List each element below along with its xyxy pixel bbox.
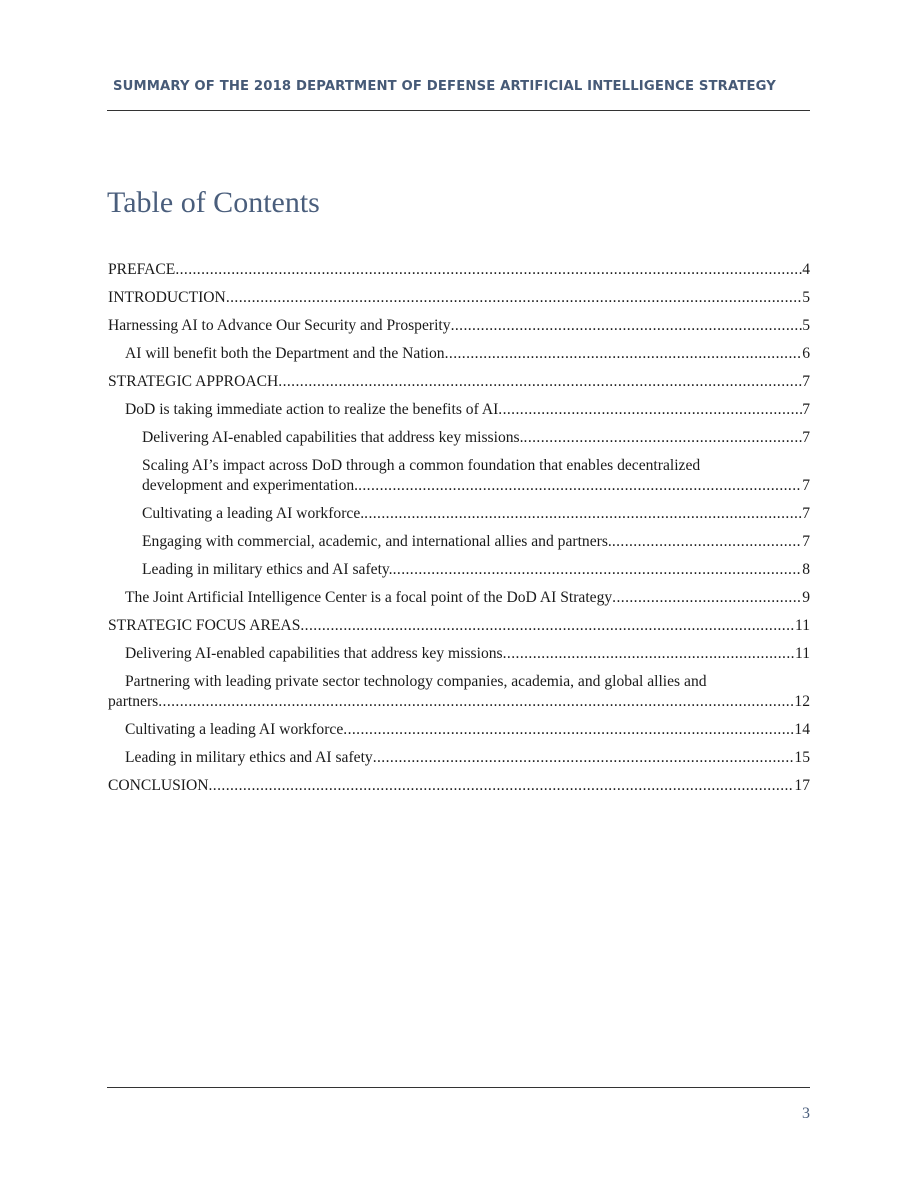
header-rule xyxy=(107,110,810,111)
toc-entry-cultivating-workforce[interactable] xyxy=(108,504,810,524)
dot-leader xyxy=(175,260,802,280)
toc-entry-text: Delivering AI-enabled capabilities that address key missions xyxy=(125,645,503,662)
dot-leader xyxy=(158,692,794,712)
toc-entry-text-line2: partners xyxy=(108,693,159,710)
dot-leader xyxy=(226,288,802,308)
toc-entry-text: Engaging with commercial, academic, and international allies and partners. xyxy=(142,533,612,550)
toc-entry-text: Delivering AI-enabled capabilities that address key missions. xyxy=(142,429,524,446)
toc-entry-page: 11 xyxy=(794,645,810,662)
toc-entry-text: The Joint Artificial Intelligence Center is a focal point of the DoD AI Strategy xyxy=(125,589,613,606)
toc-entry-strategic-focus-areas[interactable] xyxy=(108,616,810,636)
toc-entry-text: Cultivating a leading AI workforce xyxy=(125,721,344,738)
dot-leader xyxy=(503,644,795,664)
toc-entry-page: 4 xyxy=(802,261,810,278)
toc-entry-text: INTRODUCTION xyxy=(108,289,226,306)
toc-entry-page: 9 xyxy=(802,589,810,606)
dot-leader xyxy=(612,588,802,608)
page-number: 3 xyxy=(802,1105,810,1122)
toc-entry-jaic[interactable] xyxy=(108,588,810,608)
table-of-contents xyxy=(108,260,810,804)
footer-rule xyxy=(107,1087,810,1088)
dot-leader xyxy=(343,720,794,740)
toc-entry-text: Leading in military ethics and AI safety. xyxy=(142,561,393,578)
dot-leader xyxy=(451,316,803,336)
running-header: SUMMARY OF THE 2018 DEPARTMENT OF DEFENSE ARTIFICIAL INTELLIGENCE STRATEGY xyxy=(113,79,777,94)
dot-leader xyxy=(393,560,803,580)
toc-entry-text: CONCLUSION xyxy=(108,777,209,794)
dot-leader xyxy=(358,476,802,496)
toc-entry-page: 7 xyxy=(802,505,810,522)
toc-entry-page: 7 xyxy=(802,373,810,390)
dot-leader xyxy=(612,532,802,552)
toc-entry-page: 17 xyxy=(794,777,810,794)
toc-entry-strategic-approach[interactable] xyxy=(108,372,810,392)
toc-entry-leading-ethics[interactable] xyxy=(108,748,810,768)
toc-entry-engaging-partners[interactable] xyxy=(108,532,810,552)
dot-leader xyxy=(300,616,795,636)
dot-leader xyxy=(209,776,795,796)
toc-entry-page: 7 xyxy=(802,533,810,550)
dot-leader xyxy=(373,748,795,768)
toc-entry-cultivating-ai-workforce[interactable] xyxy=(108,720,810,740)
toc-entry-page: 5 xyxy=(802,317,810,334)
toc-entry-text: STRATEGIC FOCUS AREAS xyxy=(108,617,301,634)
toc-entry-delivering-capabilities[interactable] xyxy=(108,428,810,448)
toc-entry-page: 7 xyxy=(802,477,810,494)
toc-entry-page: 12 xyxy=(794,693,810,710)
toc-entry-text: Cultivating a leading AI workforce. xyxy=(142,505,365,522)
dot-leader xyxy=(498,400,802,420)
dot-leader xyxy=(278,372,802,392)
toc-entry-page: 6 xyxy=(802,345,810,362)
toc-entry-text: PREFACE xyxy=(108,261,176,278)
toc-entry-page: 15 xyxy=(794,749,810,766)
toc-entry-introduction[interactable] xyxy=(108,288,810,308)
toc-entry-text: STRATEGIC APPROACH xyxy=(108,373,279,390)
toc-entry-scaling-ai[interactable] xyxy=(108,456,810,496)
toc-entry-partnering[interactable] xyxy=(108,672,810,712)
toc-entry-page: 8 xyxy=(802,561,810,578)
toc-entry-text-line1: Scaling AI’s impact across DoD through a common foundation that enables decentralized xyxy=(142,457,701,474)
toc-entry-ai-benefit[interactable] xyxy=(108,344,810,364)
toc-entry-page: 7 xyxy=(802,401,810,418)
dot-leader xyxy=(524,428,803,448)
toc-entry-page: 14 xyxy=(794,721,810,738)
toc-entry-page: 5 xyxy=(802,289,810,306)
toc-entry-military-ethics[interactable] xyxy=(108,560,810,580)
toc-entry-preface[interactable] xyxy=(108,260,810,280)
dot-leader xyxy=(364,504,802,524)
toc-entry-text: AI will benefit both the Department and the Nation xyxy=(125,345,445,362)
toc-entry-immediate-action[interactable] xyxy=(108,400,810,420)
toc-entry-text: Leading in military ethics and AI safety xyxy=(125,749,373,766)
toc-entry-page: 11 xyxy=(794,617,810,634)
toc-entry-delivering-key-missions[interactable] xyxy=(108,644,810,664)
toc-heading: Table of Contents xyxy=(107,186,320,219)
dot-leader xyxy=(445,344,803,364)
toc-entry-text: Harnessing AI to Advance Our Security and Prosperity xyxy=(108,317,451,334)
toc-entry-harnessing-ai[interactable] xyxy=(108,316,810,336)
toc-entry-page: 7 xyxy=(802,429,810,446)
toc-entry-text-line2: development and experimentation. xyxy=(142,477,359,494)
toc-entry-conclusion[interactable] xyxy=(108,776,810,796)
toc-entry-text: DoD is taking immediate action to realize the benefits of AI xyxy=(125,401,499,418)
toc-entry-text-line1: Partnering with leading private sector technology companies, academia, and global allies and xyxy=(125,673,707,690)
